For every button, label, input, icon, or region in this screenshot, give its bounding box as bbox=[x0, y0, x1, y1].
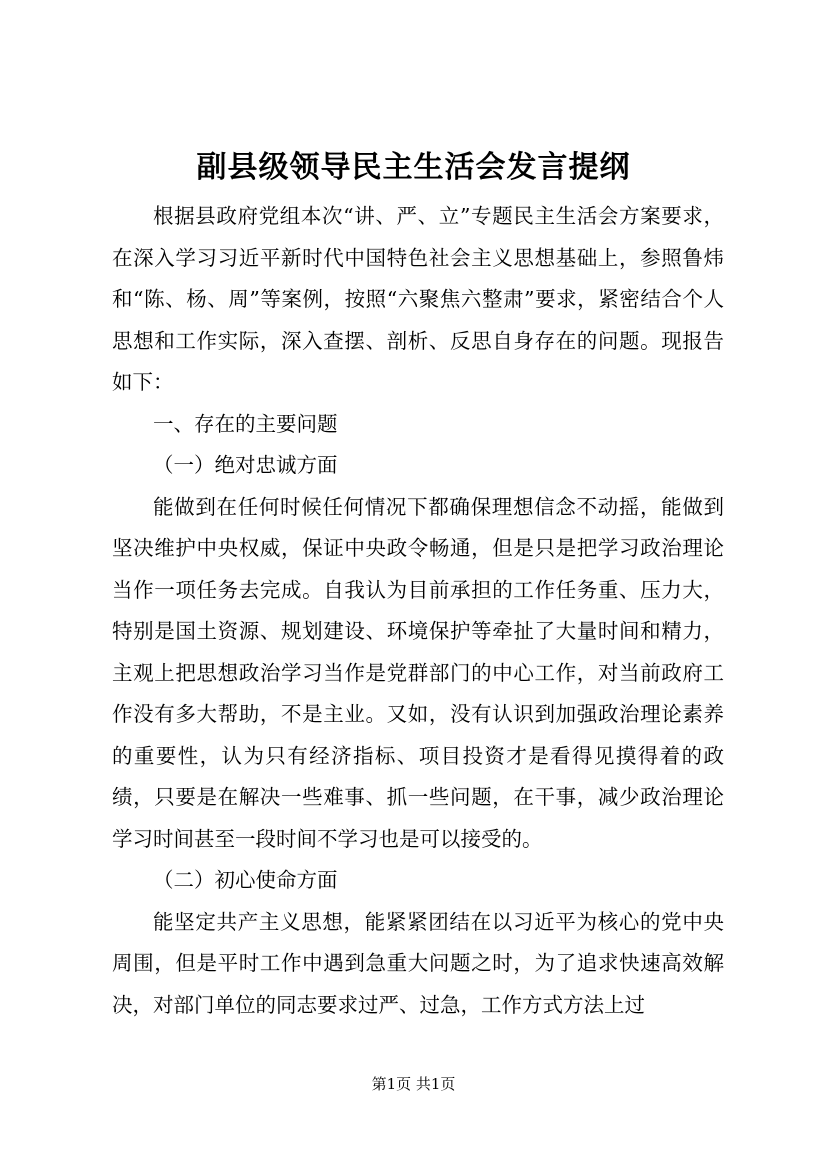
page-number-footer: 第1页 共1页 bbox=[371, 1075, 456, 1093]
document-body bbox=[112, 196, 724, 1026]
subsection-heading-mission: （二）初心使命方面 bbox=[153, 868, 338, 892]
document-title: 副县级领导民主生活会发言提纲 bbox=[196, 150, 631, 185]
loyalty-paragraph: 能做到在任何时候任何情况下都确保理想信念不动摇，能做到坚决维护中央权威，保证中央政令畅通，但是只是把学习政治理论当作一项任务去完成。自我认为目前承担的工作任务重、压力大，特别是国土资源、规划建设、环境保护等牵扯了大量时间和精力，主观上把思想政治学习当作是党群部门的中心工作，对当前政府工作没有多大帮助，不是主业。又如，没有认识到加强政治理论素养的重要性，认为只有经济指标、项目投资才是看得见摸得着的政绩，只要是在解决一些难事、抓一些问题，在干事，减少政治理论学习时间甚至一段时间不学习也是可以接受的。 bbox=[112, 494, 724, 851]
section-heading-main-problems: 一、存在的主要问题 bbox=[153, 411, 338, 436]
subsection-heading-loyalty: （一）绝对忠诚方面 bbox=[153, 453, 338, 477]
intro-paragraph: 根据县政府党组本次“讲、严、立”专题民主生活会方案要求，在深入学习习近平新时代中国特色社会主义思想基础上，参照鲁炜和“陈、杨、周”等案例，按照“六聚焦六整肃”要求，紧密结合个人思想和工作实际，深入查摆、剖析、反思自身存在的问题。现报告如下： bbox=[112, 204, 724, 394]
mission-paragraph: 能坚定共产主义思想，能紧紧团结在以习近平为核心的党中央周围，但是平时工作中遇到急重大问题之时，为了追求快速高效解决，对部门单位的同志要求过严、过急，工作方式方法上过 bbox=[112, 909, 724, 1017]
